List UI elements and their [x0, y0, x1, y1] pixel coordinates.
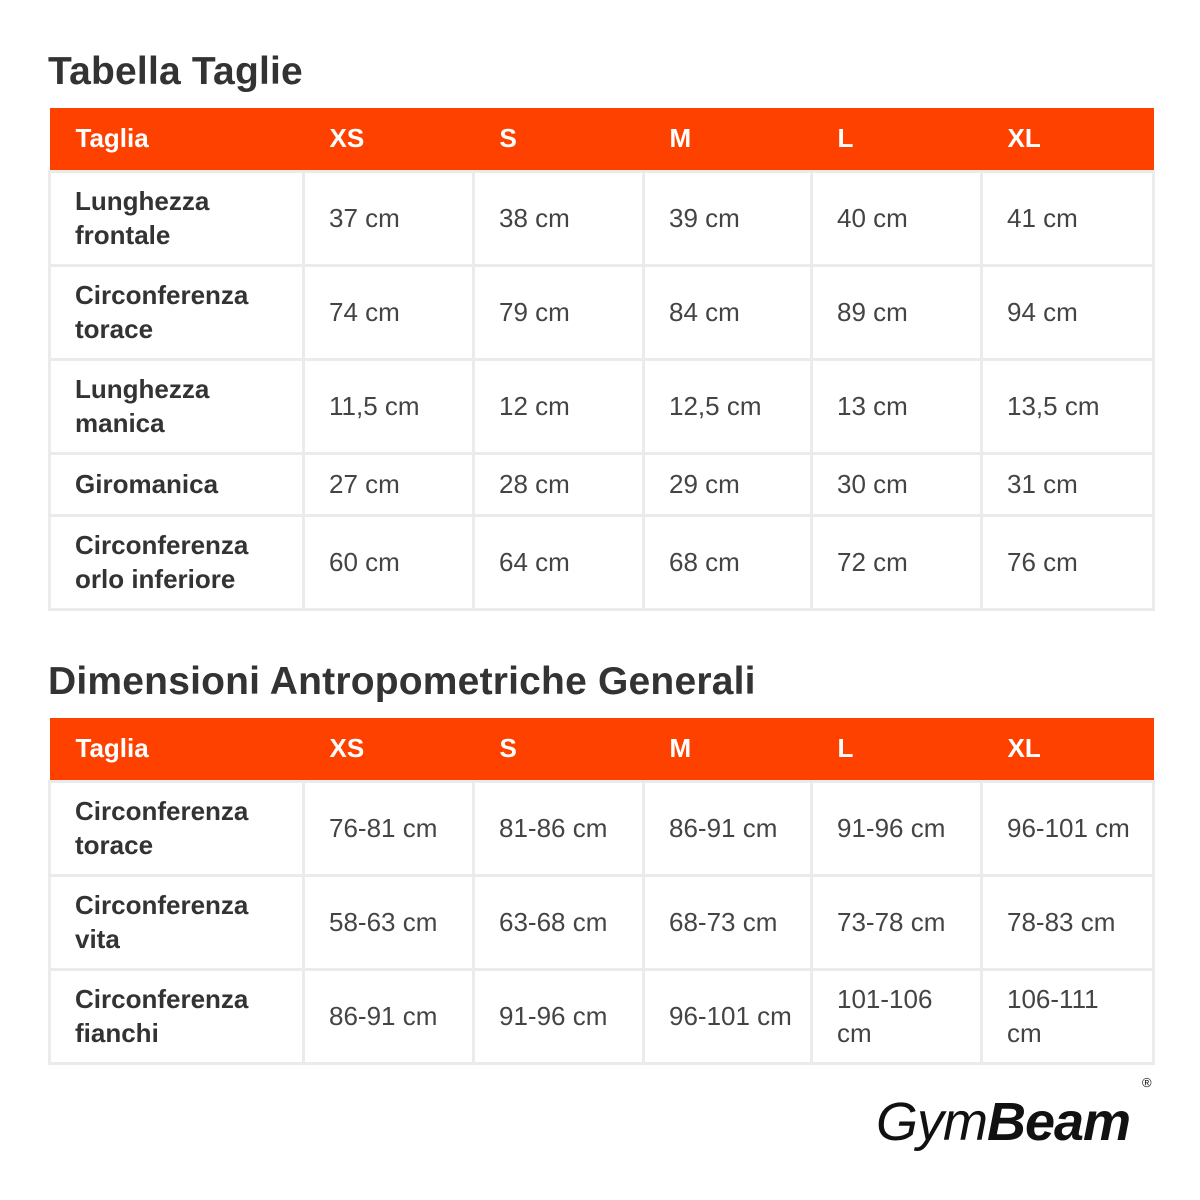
table-cell: 60 cm	[304, 515, 474, 609]
table-cell: 37 cm	[304, 171, 474, 265]
table-cell: 41 cm	[982, 171, 1154, 265]
size-table-title: Tabella Taglie	[48, 50, 303, 93]
logo-text-beam: Beam	[987, 1092, 1131, 1152]
table-cell: 91-96 cm	[474, 969, 644, 1063]
header-cell-xs: XS	[304, 108, 474, 171]
header-cell-s: S	[474, 108, 644, 171]
logo-text-gym: Gym	[876, 1092, 987, 1152]
header-cell-s: S	[474, 718, 644, 781]
table-cell: 30 cm	[812, 453, 982, 515]
table-cell: 68-73 cm	[644, 875, 812, 969]
header-cell-m: M	[644, 718, 812, 781]
header-cell-l: L	[812, 108, 982, 171]
table-cell: 28 cm	[474, 453, 644, 515]
header-cell-xl: XL	[982, 718, 1154, 781]
table-cell: 31 cm	[982, 453, 1154, 515]
table-cell: 101-106 cm	[812, 969, 982, 1063]
table-cell: 68 cm	[644, 515, 812, 609]
anthropometric-table	[48, 718, 1155, 1065]
row-label: Lunghezza frontale	[50, 171, 304, 265]
table-cell: 29 cm	[644, 453, 812, 515]
table-cell: 72 cm	[812, 515, 982, 609]
table-cell: 81-86 cm	[474, 781, 644, 875]
table-cell: 58-63 cm	[304, 875, 474, 969]
table-cell: 13,5 cm	[982, 359, 1154, 453]
table-cell: 96-101 cm	[644, 969, 812, 1063]
anthropometric-table-title: Dimensioni Antropometriche Generali	[48, 660, 756, 703]
table-cell: 94 cm	[982, 265, 1154, 359]
table-cell: 84 cm	[644, 265, 812, 359]
table-cell: 96-101 cm	[982, 781, 1154, 875]
table-header-row	[50, 718, 1154, 781]
table-cell: 91-96 cm	[812, 781, 982, 875]
row-label: Circonferenza orlo inferiore	[50, 515, 304, 609]
table-cell: 76-81 cm	[304, 781, 474, 875]
row-label: Giromanica	[50, 453, 304, 515]
header-cell-xl: XL	[982, 108, 1154, 171]
table-row	[50, 875, 1154, 969]
header-cell-size: Taglia	[50, 718, 304, 781]
row-label: Lunghezza manica	[50, 359, 304, 453]
table-cell: 11,5 cm	[304, 359, 474, 453]
row-label: Circonferenza vita	[50, 875, 304, 969]
table-cell: 78-83 cm	[982, 875, 1154, 969]
table-cell: 13 cm	[812, 359, 982, 453]
size-chart-table	[48, 108, 1155, 611]
table-cell: 73-78 cm	[812, 875, 982, 969]
table-cell: 64 cm	[474, 515, 644, 609]
table-header-row	[50, 108, 1154, 171]
table-cell: 74 cm	[304, 265, 474, 359]
header-cell-size: Taglia	[50, 108, 304, 171]
table-row	[50, 359, 1154, 453]
table-cell: 38 cm	[474, 171, 644, 265]
table-cell: 40 cm	[812, 171, 982, 265]
table-row	[50, 265, 1154, 359]
table-row	[50, 969, 1154, 1063]
table-cell: 12,5 cm	[644, 359, 812, 453]
row-label: Circonferenza fianchi	[50, 969, 304, 1063]
table-row	[50, 515, 1154, 609]
table-cell: 76 cm	[982, 515, 1154, 609]
table-row	[50, 453, 1154, 515]
table-cell: 106-111 cm	[982, 969, 1154, 1063]
table-row	[50, 171, 1154, 265]
registered-mark: ®	[1142, 1075, 1151, 1090]
table-row	[50, 781, 1154, 875]
table-cell: 79 cm	[474, 265, 644, 359]
row-label: Circonferenza torace	[50, 265, 304, 359]
header-cell-xs: XS	[304, 718, 474, 781]
gymbeam-logo	[876, 1075, 1156, 1154]
row-label: Circonferenza torace	[50, 781, 304, 875]
header-cell-m: M	[644, 108, 812, 171]
table-cell: 89 cm	[812, 265, 982, 359]
table-cell: 39 cm	[644, 171, 812, 265]
table-cell: 12 cm	[474, 359, 644, 453]
table-cell: 27 cm	[304, 453, 474, 515]
table-cell: 86-91 cm	[644, 781, 812, 875]
table-cell: 86-91 cm	[304, 969, 474, 1063]
table-cell: 63-68 cm	[474, 875, 644, 969]
header-cell-l: L	[812, 718, 982, 781]
